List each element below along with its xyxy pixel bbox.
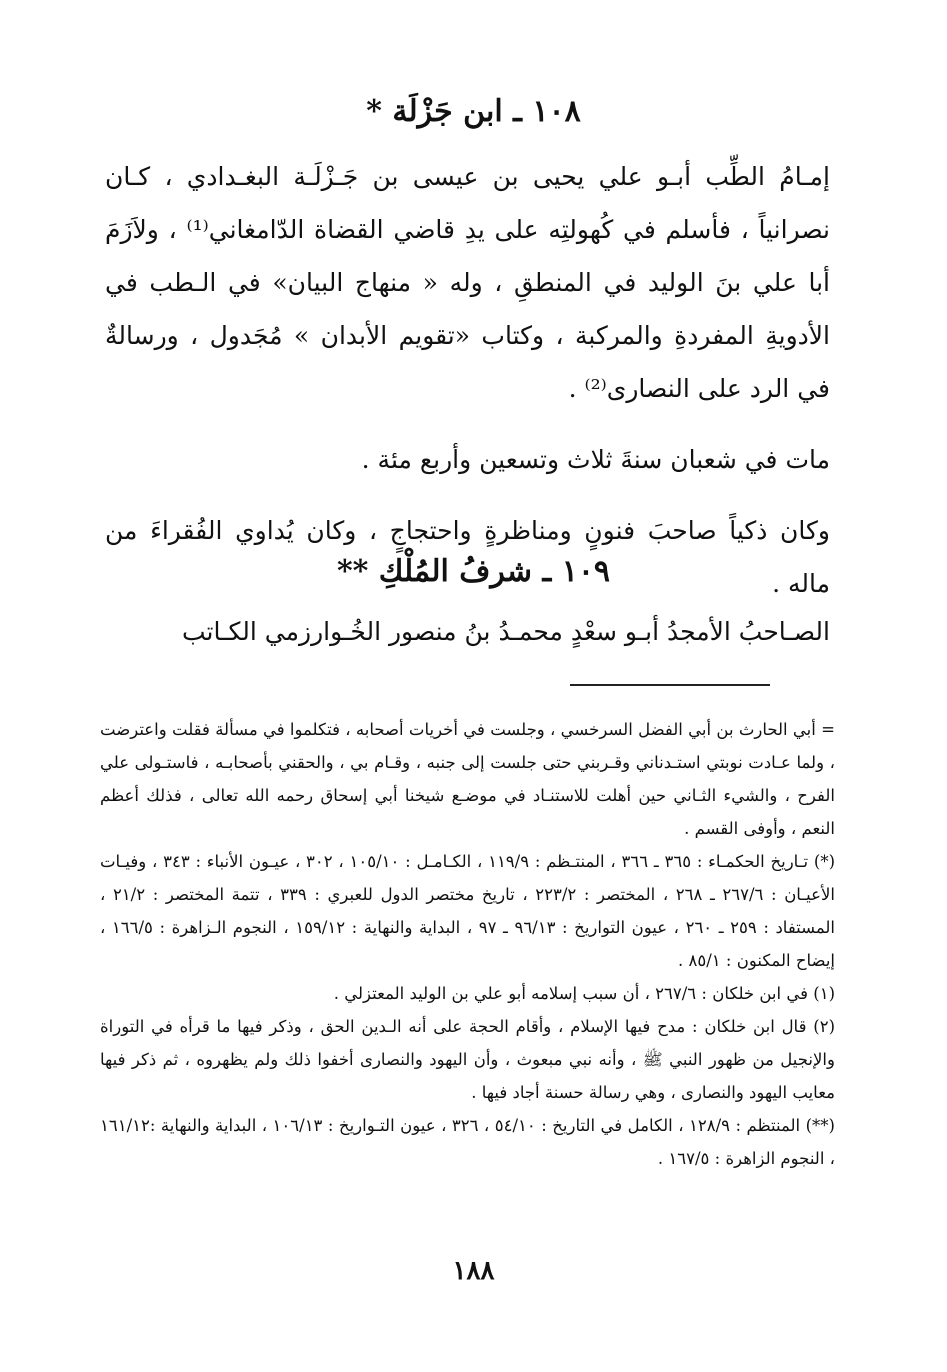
footnote-continuation: = أبي الحارث بن أبي الفضل السرخسي ، وجلست في أخريات أصحابه ، فتكلموا في مسألة فقلت واعترضت ، ولما عـادت نوبتي استـدناني وقـربني حتى جلست إلى جنبه ، وقـام بي ، والحقني بأصحابـه ، فاستـولى علي الفرح ، والشيء الثـاني حين أهلت للاستنـاد في موضـع شيخنا أبي إسحاق رحمه الله تعالى ، فذلك أعظم النعم ، وأوفى القسم .	[100, 720, 835, 838]
entry-108-body	[105, 150, 830, 610]
entry-108-paragraph-1: إمـامُ الطِّب أبـو علي يحيى بن عيسى بن جَـزْلَـة البغـدادي ، كـان نصرانياً ، فأسلم في كُهولتِه على يدِ قاضي القضاة الدّامغاني⁽¹⁾ ، ولاَزَمَ أبا علي بنَ الوليد في المنطقِ ، وله « منهاج البيان» في الـطب في الأدويةِ المفردةِ والمركبة ، وكتاب «تقويم الأبدان » مُجَدول ، ورسالةٌ في الرد على النصارى⁽²⁾ .	[105, 162, 831, 403]
page-number: ١٨٨	[452, 1256, 495, 1286]
footnote-sources-109: (**) المنتظم : ١٢٨/٩ ، الكامل في التاريخ : ٥٤/١٠ ، ٣٢٦ ، عيون التـواريخ : ١٠٦/١٣ ، البداية والنهاية :١٦١/١٢ ، النجوم الزاهرة : ١٦٧/٥ .	[100, 1116, 835, 1168]
entry-108-heading: ١٠٨ ـ ابن جَزْلَة *	[366, 94, 581, 129]
footnote-sources-108: (*) تـاريخ الحكمـاء : ٣٦٥ ـ ٣٦٦ ، المنتـظم : ١١٩/٩ ، الكـامـل : ١٠٥/١٠ ، ٣٠٢ ، عيـون الأنباء : ٣٤٣ ، وفيـات الأعيـان : ٢٦٧/٦ ـ ٢٦٨ ، المختصر : ٢٢٣/٢ ، تاريخ مختصر الدول للعبري : ٣٣٩ ، تتمة المختصر : ٢١/٢ ، المستفاد : ٢٥٩ ـ ٢٦٠ ، عيون التواريخ : ٩٦/١٣ ـ ٩٧ ، البداية والنهاية : ١٥٩/١٢ ، النجوم الـزاهرة : ١٦٦/٥ ، إيضاح المكنون : ٨٥/١ .	[100, 852, 836, 970]
footnote-2: (٢) قال ابن خلكان : مدح فيها الإسلام ، وأقام الحجة على أنه الـدين الحق ، وذكر فيها ما قرأه في التوراة والإنجيل من ظهور النبي ﷺ ، وأنه نبي مبعوث ، وأن اليهود والنصارى أخفوا ذلك ولم يظهروه ، ثم ذكر فيها معايب اليهود والنصارى ، وهي رسالة حسنة أجاد فيها .	[100, 1017, 835, 1102]
entry-109-first-line: الصـاحبُ الأمجدُ أبـو سعْدٍ محمـدُ بنُ منصور الخُـوارزمي الكـاتب	[182, 617, 830, 646]
footnotes	[100, 713, 835, 1175]
footnote-1: (١) في ابن خلكان : ٢٦٧/٦ ، أن سبب إسلامه أبو علي بن الوليد المعتزلي .	[333, 984, 835, 1003]
entry-108-paragraph-2: مات في شعبان سنةَ ثلاث وتسعين وأربع مئة .	[361, 445, 830, 474]
entry-109-heading: ١٠٩ ـ شرفُ المُلْكِ **	[336, 554, 611, 589]
entry-109-body	[105, 605, 830, 658]
footnote-divider	[570, 684, 770, 686]
entry-108-paragraph-3: وكان ذكياً صاحبَ فنونٍ ومناظرةٍ واحتجاجٍ ، وكان يُداوي الفُقراءَ من ماله .	[105, 516, 830, 598]
